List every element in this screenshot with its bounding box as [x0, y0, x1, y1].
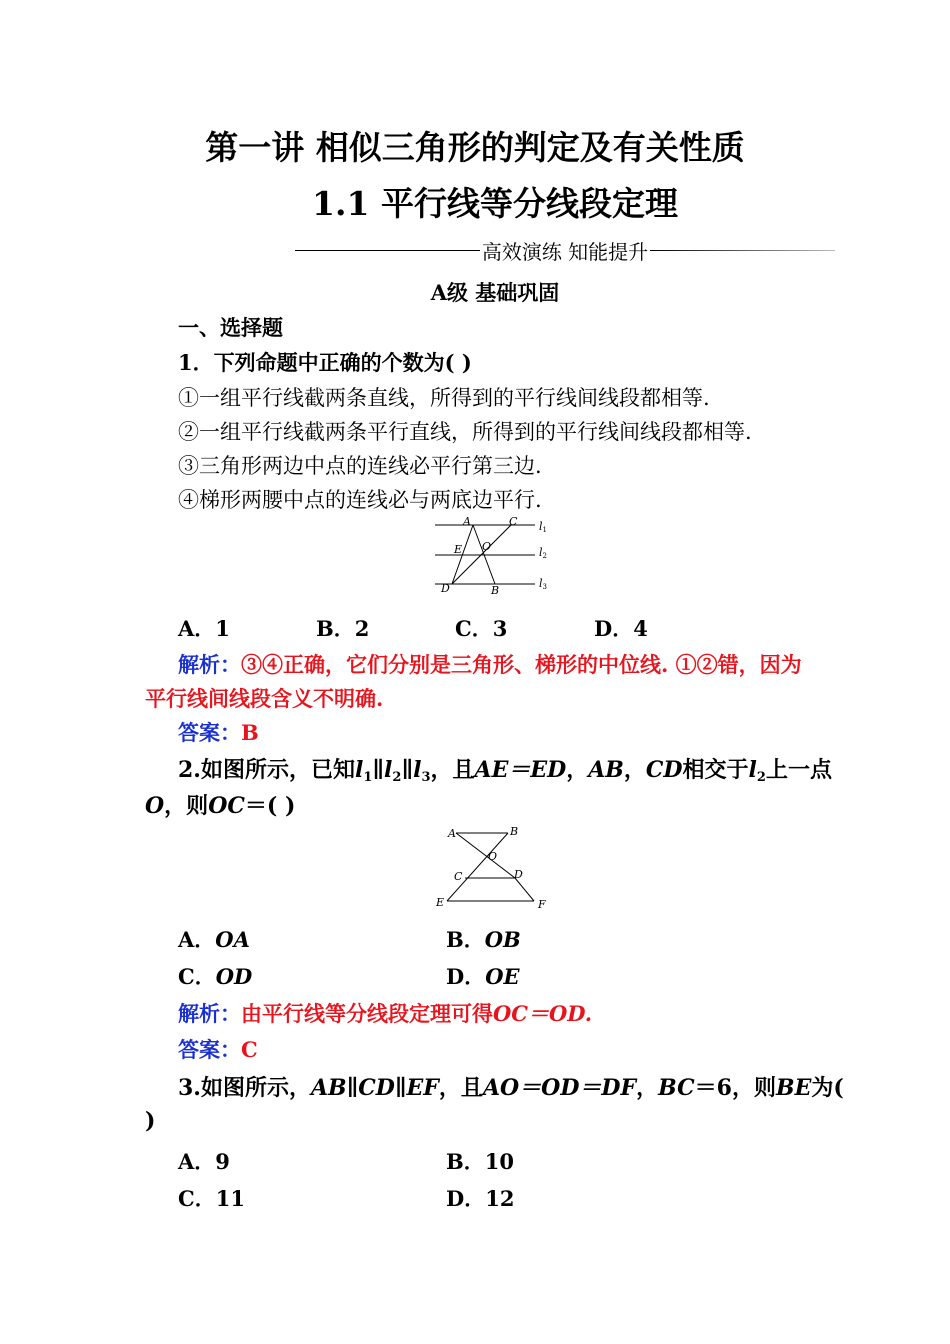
q2-option-c-value: OD	[215, 964, 253, 989]
q3-option-b: B．10	[446, 1149, 514, 1174]
level-heading: A级 基础巩固	[430, 280, 560, 305]
q3-text4: 为(	[811, 1075, 844, 1101]
q1-label-l3: l3	[539, 577, 547, 591]
q1-label-e: E	[454, 543, 463, 556]
q2-stem-cont	[145, 789, 295, 820]
q1-statement-2: ②一组平行线截两条平行直线，所得到的平行线间线段都相等.	[178, 420, 752, 444]
banner-rule-right	[650, 250, 835, 251]
q2-eq: AE＝ED	[474, 757, 567, 783]
q1-analysis	[178, 649, 802, 679]
q2-answer-label: 答案：	[178, 1037, 241, 1062]
q2-analysis-label: 解析：	[178, 1001, 241, 1026]
q3-text3: ＝6，则	[694, 1075, 776, 1101]
q1-analysis-cont: 平行线间线段含义不明确.	[145, 686, 384, 711]
q2-comma2: ，	[623, 757, 646, 783]
q2-stem	[178, 753, 832, 785]
q3-stem	[178, 1071, 844, 1102]
q2-text5: ，则	[164, 793, 209, 819]
q2-analysis	[178, 998, 592, 1028]
q2-sub3: 3	[421, 770, 431, 785]
q2-l3: l	[413, 757, 422, 783]
q2-option-a	[178, 924, 250, 954]
banner	[295, 236, 835, 264]
q1-label-d: D	[441, 582, 450, 595]
q2-segment-ad	[456, 833, 515, 878]
q2-sub1: 1	[363, 770, 373, 785]
q1-figure	[425, 514, 560, 598]
section-title: 1.1 平行线等分线段定理	[312, 184, 678, 223]
q1-label-l1: l1	[539, 520, 547, 534]
q2-label-f: F	[538, 898, 546, 911]
q2-l2b: l	[748, 757, 757, 783]
q1-analysis-text: ③④正确，它们分别是三角形、梯形的中位线. ①②错，因为	[241, 652, 802, 677]
q1-answer-value: B	[241, 720, 259, 745]
q2-l2: l	[384, 757, 393, 783]
q2-label-o: O	[488, 850, 498, 863]
q2-option-b-letter: B．	[446, 927, 485, 952]
section-heading: 一、选择题	[178, 315, 283, 340]
q3-stem-cont: )	[145, 1108, 156, 1134]
q2-option-b-value: OB	[484, 927, 521, 952]
q2-sub2: 2	[392, 770, 402, 785]
q2-par2: ∥	[401, 757, 414, 783]
q2-text3: 相交于	[682, 757, 749, 783]
q2-label-e: E	[436, 896, 445, 909]
q2-segment-be	[447, 833, 508, 901]
q2-option-b	[446, 924, 521, 954]
q3-text2: ，且	[438, 1075, 483, 1101]
q3-parallel: AB∥CD∥EF	[310, 1075, 439, 1101]
q1-answer-label: 答案：	[178, 720, 241, 745]
q1-label-l2: l2	[539, 546, 547, 560]
q2-figure	[430, 823, 555, 913]
q3-option-a: A．9	[178, 1149, 230, 1174]
q2-label-c: C	[454, 870, 463, 883]
q2-option-a-letter: A．	[178, 927, 216, 952]
q2-segment-df	[515, 878, 534, 901]
q2-cd: CD	[645, 757, 683, 783]
q2-sub2b: 2	[756, 770, 766, 785]
q1-label-b: B	[491, 584, 500, 597]
q2-label-a: A	[448, 827, 456, 840]
q1-option-a: A．1	[178, 616, 230, 641]
q2-par1: ∥	[372, 757, 385, 783]
q2-text2: ，且	[430, 757, 475, 783]
q1-option-b: B．2	[316, 616, 370, 641]
q1-analysis-label: 解析：	[178, 652, 241, 677]
q3-bc: BC	[658, 1075, 695, 1101]
q3-eq: AO＝OD＝DF	[482, 1075, 637, 1101]
q2-analysis-text: 由平行线等分线段定理可得	[241, 1001, 493, 1026]
q2-label-d: D	[514, 868, 523, 881]
q1-option-c: C．3	[455, 616, 508, 641]
q1-option-d: D．4	[594, 616, 648, 641]
q2-number: 2.	[178, 757, 201, 783]
chapter-title: 第一讲 相似三角形的判定及有关性质	[205, 128, 745, 167]
q2-comma1: ，	[566, 757, 589, 783]
q2-option-c	[178, 961, 252, 991]
q2-answer	[178, 1034, 258, 1064]
q2-answer-value: C	[241, 1037, 258, 1062]
q2-analysis-eq: OC＝OD.	[493, 1001, 593, 1026]
q3-option-c: C．11	[178, 1186, 245, 1211]
q2-text: 如图所示，已知	[200, 757, 355, 783]
q2-option-d-value: OE	[485, 964, 520, 989]
banner-rule-left	[295, 250, 480, 251]
q1-stem: 1．下列命题中正确的个数为( )	[178, 350, 472, 375]
q2-option-d	[446, 961, 520, 991]
q3-comma: ，	[636, 1075, 659, 1101]
q1-statement-1: ①一组平行线截两条直线，所得到的平行线间线段都相等.	[178, 386, 710, 410]
q1-statement-4: ④梯形两腰中点的连线必与两底边平行.	[178, 488, 542, 512]
q2-o: O	[145, 793, 165, 819]
q2-text6: ＝( )	[244, 793, 296, 819]
q3-text: 如图所示，	[200, 1075, 311, 1101]
q3-option-d: D．12	[446, 1186, 515, 1211]
q2-ab: AB	[588, 757, 624, 783]
q1-label-c: C	[509, 515, 518, 528]
q2-option-c-letter: C．	[178, 964, 216, 989]
q3-be: BE	[775, 1075, 812, 1101]
q1-label-a: A	[463, 515, 471, 528]
q2-text4: 上一点	[765, 757, 832, 783]
q2-l1: l	[354, 757, 364, 783]
q3-number: 3.	[178, 1075, 201, 1101]
q1-answer	[178, 717, 259, 747]
q2-option-a-value: OA	[215, 927, 250, 952]
q1-statement-3: ③三角形两边中点的连线必平行第三边.	[178, 454, 542, 478]
q2-option-d-letter: D．	[446, 964, 486, 989]
q1-label-o: O	[482, 540, 492, 553]
q2-oc: OC	[208, 793, 245, 819]
q2-label-b: B	[510, 825, 519, 838]
banner-text: 高效演练 知能提升	[481, 239, 649, 264]
